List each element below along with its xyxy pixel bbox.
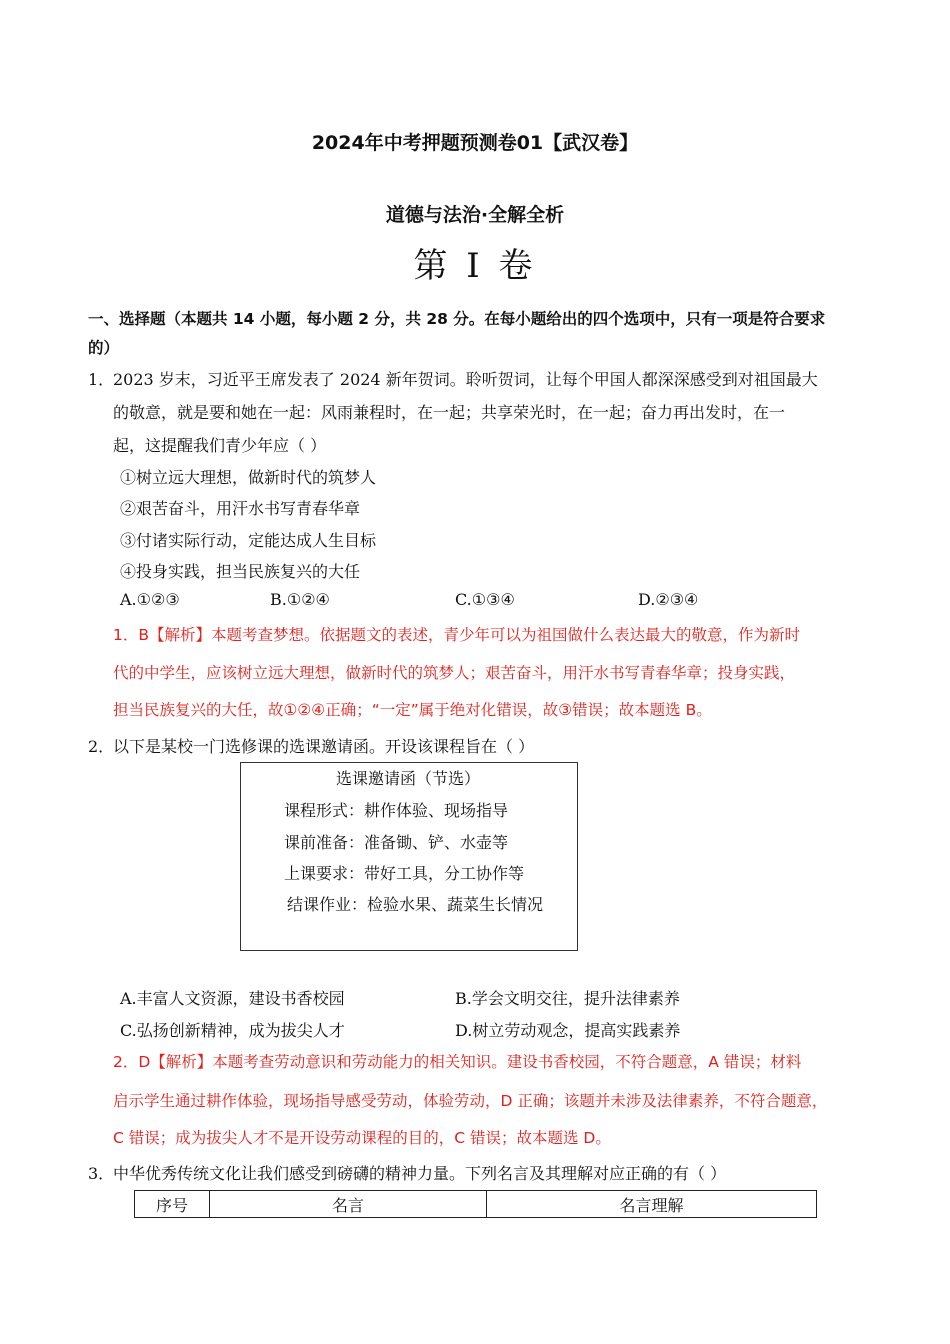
section-heading-line1: 一、选择题（本题共 14 小题，每小题 2 分，共 28 分。在每小题给出的四个选项中，只有一项是符合要求 [88,310,826,328]
invitation-line: 课前准备：准备锄、铲、水壶等 [284,833,509,852]
answer-explanation-line: 1．B【解析】本题考查梦想。依据题文的表述，青少年可以为祖国做什么表达最大的敬意，作为新时 [113,626,800,644]
option-c[interactable]: C.①③④ [455,590,515,609]
table-header-row [135,1191,817,1218]
question-stem: 中华优秀传统文化让我们感受到磅礴的精神力量。下列名言及其理解对应正确的有（ ） [113,1164,727,1183]
option-a[interactable]: A.①②③ [120,590,180,609]
exam-title: 2024年中考押题预测卷01【武汉卷】 [311,132,639,154]
statement-4: ④投身实践，担当民族复兴的大任 [120,562,361,581]
invitation-line: 课程形式：耕作体验、现场指导 [284,801,509,820]
question-stem-line: 的敬意，就是要和她在一起：风雨兼程时，在一起；共享荣光时，在一起；奋力再出发时，在一 [113,403,786,422]
question-stem-line: 2023 岁末，习近平王席发表了 2024 新年贺词。聆听贺词，让每个甲国人都深深感受到对祖国最大 [113,370,818,389]
subject-title: 道德与法治·全解全析 [385,204,565,226]
question-number: 3． [88,1164,115,1183]
invitation-box [240,762,578,951]
table-header-number: 序号 [135,1191,210,1218]
invitation-line: 结课作业：检验水果、蔬菜生长情况 [287,895,544,914]
invitation-line: 上课要求：带好工具，分工协作等 [284,864,525,883]
question-stem: 以下是某校一门选修课的选课邀请函。开设该课程旨在（ ） [113,737,535,756]
question-number: 1． [88,370,115,389]
section-heading-line2: 的） [88,339,120,357]
table-header-understanding: 名言理解 [487,1191,817,1218]
question-stem-line: 起，这提醒我们青少年应（ ） [113,436,327,455]
volume-title: 第 I 卷 [413,246,537,286]
question-number: 2． [88,737,115,756]
option-b[interactable]: B.①②④ [270,590,330,609]
option-d[interactable]: D.②③④ [638,590,699,609]
option-d[interactable]: D.树立劳动观念，提高实践素养 [455,1021,681,1040]
option-c[interactable]: C.弘扬创新精神，成为拔尖人才 [120,1021,345,1040]
option-b[interactable]: B.学会文明交往，提升法律素养 [455,989,680,1008]
answer-explanation-line: 启示学生通过耕作体验，现场指导感受劳动，体验劳动，D 正确；该题并未涉及法律素养，不符合题意， [113,1092,828,1110]
statement-1: ①树立远大理想，做新时代的筑梦人 [120,468,377,487]
table-header-quote: 名言 [210,1191,487,1218]
option-a[interactable]: A.丰富人文资源，建设书香校园 [120,989,345,1008]
quotes-table [134,1190,817,1218]
invitation-title: 选课邀请函（节选） [336,769,481,788]
statement-2: ②艰苦奋斗，用汗水书写青春华章 [120,499,361,518]
answer-explanation-line: 担当民族复兴的大任，故①②④正确；“一定”属于绝对化错误，故③错误；故本题选 B。 [113,701,712,719]
answer-explanation-line: 代的中学生，应该树立远大理想，做新时代的筑梦人；艰苦奋斗，用汗水书写青春华章；投身实践， [113,664,796,682]
answer-explanation-line: 2．D【解析】本题考查劳动意识和劳动能力的相关知识。建设书香校园，不符合题意，A 错误；材料 [113,1053,802,1071]
answer-explanation-line: C 错误；成为拔尖人才不是开设劳动课程的目的，C 错误；故本题选 D。 [113,1129,611,1147]
statement-3: ③付诸实际行动，定能达成人生目标 [120,531,377,550]
